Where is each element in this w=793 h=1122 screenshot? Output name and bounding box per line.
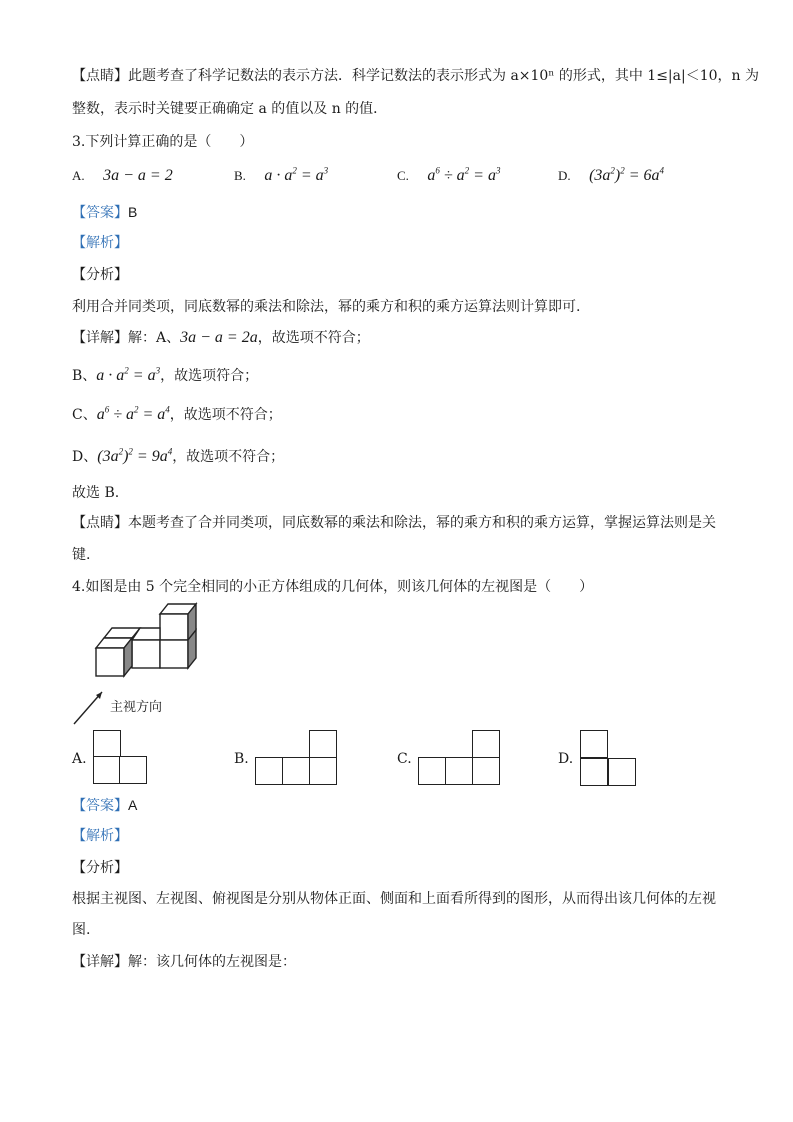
q3-option-a	[72, 166, 173, 186]
q4-option-b-figure	[255, 730, 339, 784]
view-direction-label: 主视方向	[110, 700, 163, 715]
cube-solid-figure	[88, 602, 200, 678]
q3-detail-c-math: $a^6 \div a^2 = a^4$	[96, 404, 170, 423]
q3-option-b-label: B.	[234, 168, 246, 183]
q4-analysis-label: 【解析】	[72, 828, 128, 844]
q3-detail-b	[72, 366, 258, 386]
q3-option-d-expr: $(3a^2)^2 = 6a^4$	[589, 165, 665, 184]
q4-detail: 【详解】解：该几何体的左视图是：	[72, 954, 296, 970]
q4-option-a-figure	[93, 730, 145, 783]
q3-option-a-label: A.	[72, 168, 85, 183]
q3-detail-b-prefix: B、	[72, 368, 97, 384]
middle-cube-front-face	[132, 640, 160, 668]
q3-tip-line1: 【点睛】本题考查了合并同类项，同底数幂的乘法和除法，幂的乘方和积的乘方运算，掌握运算法则是关	[72, 515, 716, 531]
top-cube-front-face	[160, 614, 188, 640]
q3-stem: 3.下列计算正确的是（ ）	[72, 134, 254, 150]
q3-detail-c-suffix: ，故选项不符合；	[169, 407, 282, 423]
front-cube-front-face	[96, 648, 124, 676]
q4-answer-value: A	[128, 797, 138, 813]
q3-option-b-expr: $a \cdot a^2 = a^3$	[264, 165, 329, 184]
q4-fenxi-label: 【分析】	[72, 860, 128, 876]
right-cube-front-face	[160, 640, 188, 668]
q3-option-c-expr: $a^6 \div a^2 = a^3$	[427, 165, 501, 184]
q3-detail-c-prefix: C、	[72, 407, 97, 423]
q4-stem: 4.如图是由 5 个完全相同的小正方体组成的几何体，则该几何体的左视图是（ ）	[72, 579, 594, 595]
q3-fenxi-label: 【分析】	[72, 267, 128, 283]
q3-answer	[72, 202, 137, 223]
q3-detail-d	[72, 447, 284, 467]
q3-answer-label: 【答案】	[72, 205, 128, 221]
q3-option-a-expr: 3a − a = 2	[103, 167, 173, 184]
q3-fenxi-text: 利用合并同类项，同底数幂的乘法和除法，幂的乘方和积的乘方运算法则计算即可.	[72, 299, 581, 315]
q4-fenxi-line1: 根据主视图、左视图、俯视图是分别从物体正面、侧面和上面看所得到的图形，从而得出该几何体的左视	[72, 891, 716, 907]
q4-option-a-label: A.	[72, 751, 87, 767]
q3-analysis-label: 【解析】	[72, 235, 128, 251]
q3-answer-value: B	[128, 204, 138, 220]
q3-option-d	[558, 166, 664, 186]
q3-detail-d-math: $(3a^2)^2 = 9a^4$	[97, 446, 173, 465]
view-direction-arrow-icon	[70, 686, 110, 728]
q4-option-d-label: D.	[558, 751, 574, 767]
q4-answer-label: 【答案】	[72, 798, 128, 814]
q4-option-b-label: B.	[234, 751, 249, 767]
q3-detail-prefix: 【详解】解：A、	[72, 330, 181, 346]
q2-tip-line1: 【点睛】此题考查了科学记数法的表示方法．科学记数法的表示形式为 a×10ⁿ 的形式，其中 1≤|a|＜10，n 为	[72, 68, 759, 84]
q3-detail-a-suffix: ，故选项不符合；	[257, 330, 370, 346]
q3-detail-a	[72, 328, 370, 348]
q4-option-c-figure	[418, 730, 502, 784]
q3-detail-d-prefix: D、	[72, 449, 98, 465]
q4-option-c-label: C.	[397, 751, 412, 767]
q3-option-c	[397, 166, 500, 186]
q3-detail-d-suffix: ，故选项不符合；	[172, 449, 285, 465]
q3-option-b	[234, 166, 328, 186]
q3-option-c-label: C.	[397, 168, 409, 183]
q4-option-d-figure	[580, 730, 638, 786]
q3-tip-line2: 键.	[72, 547, 91, 563]
q4-answer	[72, 795, 137, 816]
q2-tip-line2: 整数，表示时关键要正确确定 a 的值以及 n 的值．	[72, 101, 388, 117]
q3-detail-b-suffix: ，故选项符合；	[160, 368, 259, 384]
q3-detail-c	[72, 405, 282, 425]
q3-conclusion: 故选 B.	[72, 485, 120, 501]
q3-detail-a-math: 3a − a = 2a	[180, 329, 258, 346]
q4-fenxi-line2: 图.	[72, 922, 91, 938]
q3-option-d-label: D.	[558, 168, 571, 183]
q3-detail-b-math: $a \cdot a^2 = a^3$	[96, 365, 161, 384]
